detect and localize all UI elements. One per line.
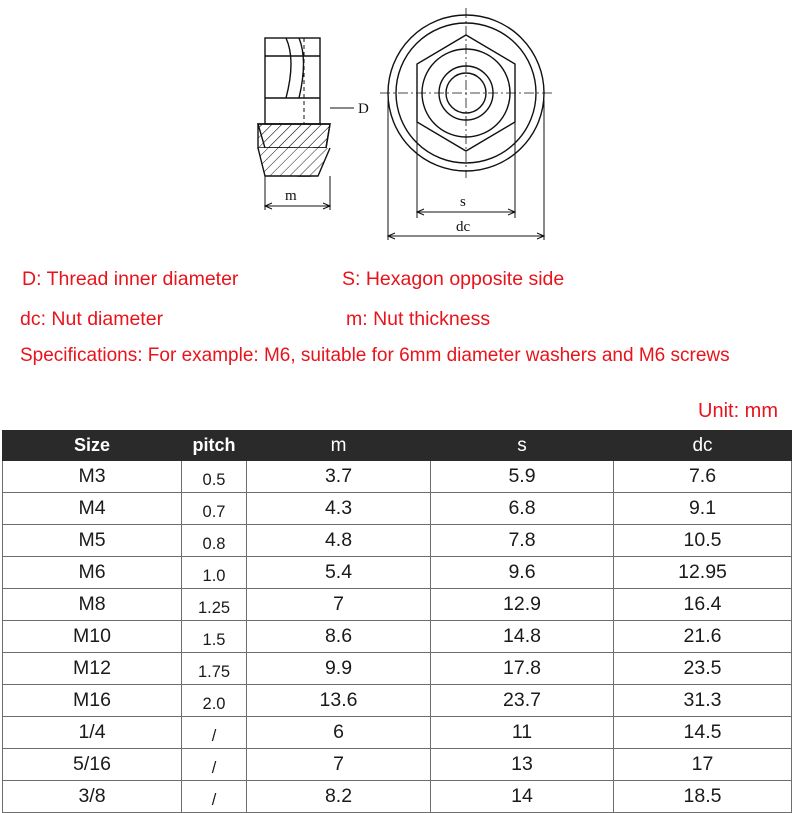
specification-note: Specifications: For example: M6, suitable for 6mm diameter washers and M6 screws: [20, 345, 730, 366]
cell-size: M5: [3, 525, 182, 557]
cell-m: 5.4: [247, 557, 431, 589]
label-dc: dc: [456, 219, 471, 235]
cell-size: M10: [3, 621, 182, 653]
cell-pitch: 0.7: [182, 493, 247, 525]
cell-m: 13.6: [247, 685, 431, 717]
cell-dc: 10.5: [614, 525, 792, 557]
cell-size: M6: [3, 557, 182, 589]
cell-pitch: 2.0: [182, 685, 247, 717]
cell-dc: 7.6: [614, 461, 792, 493]
unit-label: Unit: mm: [698, 400, 778, 422]
cell-size: 5/16: [3, 749, 182, 781]
definition-s: S: Hexagon opposite side: [342, 268, 565, 290]
label-d: D: [358, 101, 369, 117]
cell-pitch: /: [182, 749, 247, 781]
flange-nut-diagram: [0, 0, 800, 250]
header-pitch: pitch: [182, 431, 247, 461]
size-table: [2, 430, 792, 813]
cell-size: M4: [3, 493, 182, 525]
cell-size: M8: [3, 589, 182, 621]
table-row: [3, 685, 792, 717]
table-row: [3, 781, 792, 813]
label-m: m: [285, 188, 297, 204]
cell-m: 8.2: [247, 781, 431, 813]
top-view: [380, 8, 552, 240]
cell-pitch: 1.75: [182, 653, 247, 685]
cell-m: 4.8: [247, 525, 431, 557]
cell-s: 5.9: [431, 461, 614, 493]
cell-m: 7: [247, 589, 431, 621]
table-row: [3, 493, 792, 525]
cell-m: 4.3: [247, 493, 431, 525]
table-row: [3, 621, 792, 653]
cell-s: 12.9: [431, 589, 614, 621]
header-dc: dc: [614, 431, 792, 461]
cell-pitch: 0.5: [182, 461, 247, 493]
cell-size: M16: [3, 685, 182, 717]
definition-d: D: Thread inner diameter: [22, 268, 239, 290]
table-row: [3, 557, 792, 589]
cell-s: 6.8: [431, 493, 614, 525]
cell-pitch: 1.5: [182, 621, 247, 653]
cell-s: 14: [431, 781, 614, 813]
table-row: [3, 749, 792, 781]
cell-m: 9.9: [247, 653, 431, 685]
cell-size: M12: [3, 653, 182, 685]
cell-size: 3/8: [3, 781, 182, 813]
label-s: s: [460, 194, 466, 210]
cell-pitch: /: [182, 781, 247, 813]
table-row: [3, 717, 792, 749]
definition-m: m: Nut thickness: [346, 308, 491, 330]
cell-pitch: 1.0: [182, 557, 247, 589]
header-size: Size: [3, 431, 182, 461]
cell-dc: 23.5: [614, 653, 792, 685]
cell-s: 9.6: [431, 557, 614, 589]
table-row: [3, 525, 792, 557]
cell-s: 11: [431, 717, 614, 749]
table-header-row: [3, 431, 792, 461]
cell-pitch: /: [182, 717, 247, 749]
cell-dc: 21.6: [614, 621, 792, 653]
table-row: [3, 653, 792, 685]
cell-m: 7: [247, 749, 431, 781]
header-s: s: [431, 431, 614, 461]
cell-dc: 9.1: [614, 493, 792, 525]
cell-pitch: 1.25: [182, 589, 247, 621]
cell-s: 13: [431, 749, 614, 781]
cell-size: 1/4: [3, 717, 182, 749]
cell-s: 23.7: [431, 685, 614, 717]
cell-m: 8.6: [247, 621, 431, 653]
cell-m: 6: [247, 717, 431, 749]
cell-pitch: 0.8: [182, 525, 247, 557]
cell-dc: 14.5: [614, 717, 792, 749]
cell-size: M3: [3, 461, 182, 493]
table-row: [3, 461, 792, 493]
cell-s: 17.8: [431, 653, 614, 685]
header-m: m: [247, 431, 431, 461]
definition-dc: dc: Nut diameter: [20, 308, 164, 330]
cell-s: 7.8: [431, 525, 614, 557]
cell-dc: 16.4: [614, 589, 792, 621]
cell-m: 3.7: [247, 461, 431, 493]
cell-dc: 18.5: [614, 781, 792, 813]
cell-s: 14.8: [431, 621, 614, 653]
cell-dc: 12.95: [614, 557, 792, 589]
table-row: [3, 589, 792, 621]
cell-dc: 17: [614, 749, 792, 781]
side-view: [258, 38, 354, 210]
cell-dc: 31.3: [614, 685, 792, 717]
